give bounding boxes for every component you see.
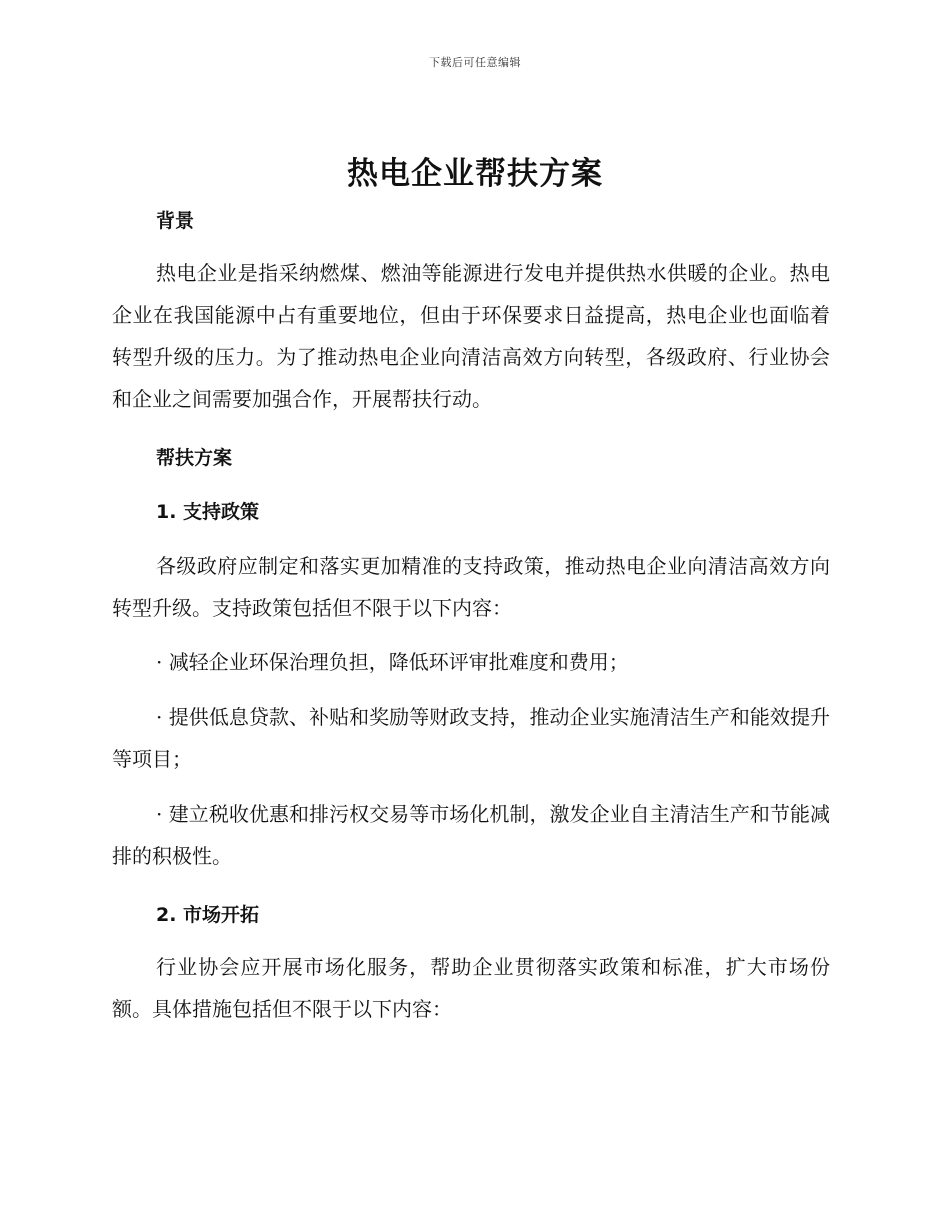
list-item-policy-1: · 减轻企业环保治理负担，降低环评审批难度和费用； <box>156 650 629 674</box>
subsection-heading-policy: 1. 支持政策 <box>156 501 260 523</box>
paragraph-policy: 各级政府应制定和落实更加精准的支持政策，推动热电企业向清洁高效方向转型升级。支持政策包括但不限于以下内容： <box>112 554 830 620</box>
subsection-heading-market: 2. 市场开拓 <box>156 904 260 926</box>
paragraph-market: 行业协会应开展市场化服务，帮助企业贯彻落实政策和标准，扩大市场份额。具体措施包括但不限于以下内容： <box>112 955 830 1021</box>
section-heading-plan: 帮扶方案 <box>156 447 233 469</box>
header-note: 下载后可任意编辑 <box>429 56 521 69</box>
list-item-policy-3: · 建立税收优惠和排污权交易等市场化机制，激发企业自主清洁生产和节能减排的积极性。 <box>112 802 830 868</box>
paragraph-background: 热电企业是指采纳燃煤、燃油等能源进行发电并提供热水供暖的企业。热电企业在我国能源中占有重要地位，但由于环保要求日益提高，热电企业也面临着转型升级的压力。为了推动热电企业向清洁高效方向转型，各级政府、行业协会和企业之间需要加强合作，开展帮扶行动。 <box>112 261 830 411</box>
section-heading-background: 背景 <box>156 210 195 232</box>
document-title: 热电企业帮扶方案 <box>347 156 603 192</box>
list-item-policy-2: · 提供低息贷款、补贴和奖励等财政支持，推动企业实施清洁生产和能效提升等项目； <box>112 705 830 771</box>
